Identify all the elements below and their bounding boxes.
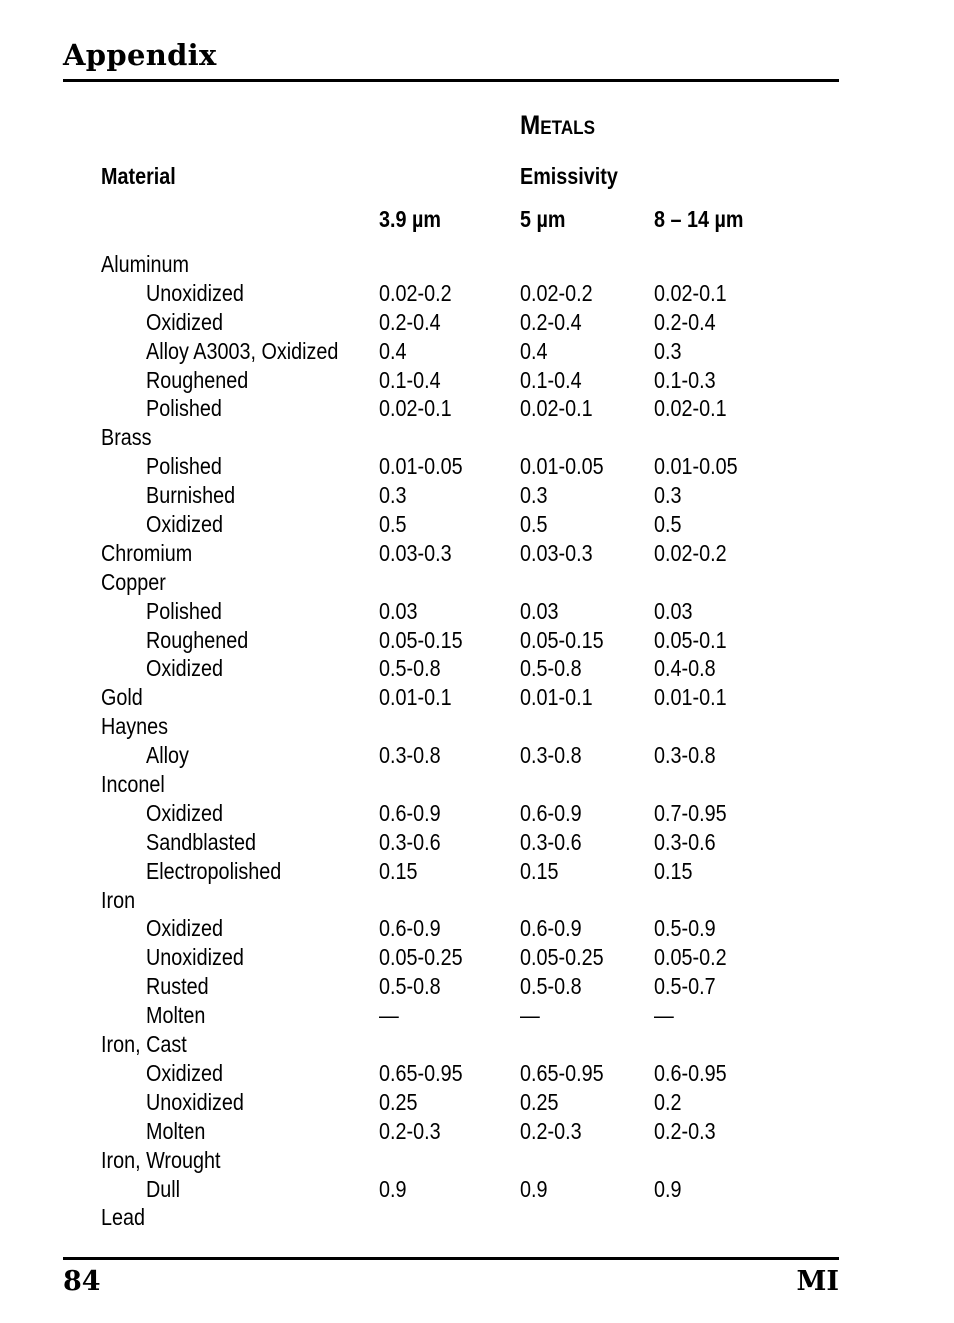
material-subtype: Alloy	[146, 742, 189, 769]
emissivity-8-14um: 0.15	[654, 857, 693, 884]
emissivity-3-9um: 0.5-0.8	[379, 973, 441, 1000]
footer-code: MI	[796, 1266, 839, 1297]
emissivity-5um: 0.01-0.1	[520, 684, 593, 711]
material-subtype: Oxidized	[146, 915, 223, 942]
material-subtype: Roughened	[146, 366, 249, 393]
material-subtype: Sandblasted	[146, 828, 256, 855]
material-name: Gold	[101, 684, 143, 711]
emissivity-3-9um: 0.3	[379, 482, 407, 509]
emissivity-5um: 0.25	[520, 1088, 559, 1115]
emissivity-8-14um: 0.05-0.1	[654, 626, 727, 653]
emissivity-5um: 0.3-0.6	[520, 828, 582, 855]
wavelength-header-8-14: 8 – 14 µm	[654, 206, 744, 232]
emissivity-8-14um: 0.01-0.05	[654, 453, 738, 480]
emissivity-3-9um: 0.02-0.2	[379, 279, 452, 306]
emissivity-8-14um: 0.1-0.3	[654, 366, 716, 393]
emissivity-3-9um: 0.15	[379, 857, 418, 884]
material-subtype: Oxidized	[146, 655, 223, 682]
wavelength-header-5: 5 µm	[520, 206, 566, 232]
material-subtype: Oxidized	[146, 511, 223, 538]
emissivity-8-14um: 0.6-0.95	[654, 1059, 727, 1086]
table-row	[0, 943, 954, 972]
emissivity-8-14um: 0.3-0.8	[654, 742, 716, 769]
emissivity-3-9um: 0.6-0.9	[379, 799, 441, 826]
table-row	[0, 279, 954, 308]
emissivity-3-9um: 0.2-0.3	[379, 1117, 441, 1144]
table-row	[0, 1001, 954, 1030]
emissivity-5um: 0.65-0.95	[520, 1059, 604, 1086]
emissivity-5um: 0.5-0.8	[520, 655, 582, 682]
emissivity-3-9um: 0.03	[379, 597, 418, 624]
emissivity-8-14um: 0.5-0.7	[654, 973, 716, 1000]
material-subtype: Oxidized	[146, 1059, 223, 1086]
table-row	[0, 510, 954, 539]
material-name: Brass	[101, 424, 152, 451]
emissivity-5um: 0.2-0.3	[520, 1117, 582, 1144]
emissivity-5um: 0.5-0.8	[520, 973, 582, 1000]
emissivity-8-14um: 0.05-0.2	[654, 944, 727, 971]
material-name: Chromium	[101, 539, 193, 566]
header-rule	[63, 79, 839, 82]
material-name: Aluminum	[101, 251, 189, 277]
material-name: Iron	[101, 886, 136, 913]
emissivity-8-14um: 0.3-0.6	[654, 828, 716, 855]
emissivity-column-header: Emissivity	[520, 163, 618, 189]
emissivity-5um: 0.3	[520, 482, 548, 509]
emissivity-3-9um: 0.4	[379, 337, 407, 364]
material-subtype: Unoxidized	[146, 1088, 244, 1115]
material-subtype: Polished	[146, 597, 222, 624]
material-name: Haynes	[101, 713, 169, 740]
table-row	[0, 597, 954, 626]
material-subtype: Dull	[146, 1175, 181, 1202]
material-subtype: Burnished	[146, 482, 236, 509]
material-name: Copper	[101, 568, 166, 595]
emissivity-5um: 0.02-0.2	[520, 279, 593, 306]
emissivity-8-14um: 0.7-0.95	[654, 799, 727, 826]
material-subtype: Polished	[146, 395, 222, 422]
emissivity-3-9um: 0.03-0.3	[379, 539, 452, 566]
material-name: Inconel	[101, 771, 165, 798]
table-row	[0, 481, 954, 510]
emissivity-8-14um: 0.02-0.2	[654, 539, 727, 566]
emissivity-3-9um: 0.1-0.4	[379, 366, 441, 393]
section-title: Metals	[520, 110, 596, 140]
emissivity-5um: 0.05-0.25	[520, 944, 604, 971]
emissivity-8-14um: 0.02-0.1	[654, 395, 727, 422]
table-row	[0, 423, 954, 452]
emissivity-5um: 0.01-0.05	[520, 453, 604, 480]
emissivity-8-14um: 0.2-0.4	[654, 308, 716, 335]
table-row	[0, 914, 954, 943]
table-row	[0, 886, 954, 915]
table-row	[0, 654, 954, 683]
table-row	[0, 828, 954, 857]
table-row	[0, 250, 954, 279]
emissivity-3-9um: —	[379, 1002, 399, 1029]
page-number: 84	[63, 1266, 101, 1297]
emissivity-3-9um: 0.05-0.25	[379, 944, 463, 971]
emissivity-3-9um: 0.01-0.1	[379, 684, 452, 711]
table-row	[0, 972, 954, 1001]
page-header-title: Appendix	[63, 38, 217, 72]
table-row	[0, 452, 954, 481]
table-row	[0, 1203, 954, 1232]
emissivity-5um: 0.6-0.9	[520, 915, 582, 942]
material-subtype: Rusted	[146, 973, 209, 1000]
emissivity-8-14um: 0.3	[654, 482, 682, 509]
emissivity-5um: 0.4	[520, 337, 548, 364]
emissivity-5um: 0.15	[520, 857, 559, 884]
table-row	[0, 1117, 954, 1146]
emissivity-5um: 0.02-0.1	[520, 395, 593, 422]
material-subtype: Alloy A3003, Oxidized	[146, 337, 339, 364]
emissivity-3-9um: 0.2-0.4	[379, 308, 441, 335]
table-row	[0, 712, 954, 741]
emissivity-3-9um: 0.5	[379, 511, 407, 538]
emissivity-8-14um: 0.5-0.9	[654, 915, 716, 942]
emissivity-3-9um: 0.5-0.8	[379, 655, 441, 682]
table-row	[0, 1059, 954, 1088]
table-row	[0, 568, 954, 597]
emissivity-5um: 0.3-0.8	[520, 742, 582, 769]
table-row	[0, 857, 954, 886]
emissivity-3-9um: 0.25	[379, 1088, 418, 1115]
emissivity-8-14um: 0.02-0.1	[654, 279, 727, 306]
emissivity-5um: 0.03	[520, 597, 559, 624]
emissivity-3-9um: 0.3-0.6	[379, 828, 441, 855]
emissivity-8-14um: 0.2	[654, 1088, 682, 1115]
material-name: Iron, Cast	[101, 1031, 187, 1058]
material-subtype: Unoxidized	[146, 944, 244, 971]
material-subtype: Roughened	[146, 626, 249, 653]
table-row	[0, 770, 954, 799]
emissivity-8-14um: —	[654, 1002, 674, 1029]
table-row	[0, 741, 954, 770]
emissivity-5um: 0.5	[520, 511, 548, 538]
table-row	[0, 337, 954, 366]
emissivity-8-14um: 0.4-0.8	[654, 655, 716, 682]
table-row	[0, 1146, 954, 1175]
table-row	[0, 308, 954, 337]
wavelength-header-3-9: 3.9 µm	[379, 206, 441, 232]
emissivity-3-9um: 0.65-0.95	[379, 1059, 463, 1086]
table-row	[0, 394, 954, 423]
footer-rule	[63, 1257, 839, 1260]
emissivity-3-9um: 0.9	[379, 1175, 407, 1202]
table-row	[0, 626, 954, 655]
material-subtype: Oxidized	[146, 308, 223, 335]
emissivity-3-9um: 0.02-0.1	[379, 395, 452, 422]
table-row	[0, 1030, 954, 1059]
emissivity-8-14um: 0.01-0.1	[654, 684, 727, 711]
material-name: Lead	[101, 1204, 146, 1231]
emissivity-5um: 0.6-0.9	[520, 799, 582, 826]
emissivity-5um: —	[520, 1002, 540, 1029]
material-column-header: Material	[101, 163, 176, 189]
material-subtype: Molten	[146, 1002, 206, 1029]
table-row	[0, 1088, 954, 1117]
table-row	[0, 799, 954, 828]
emissivity-3-9um: 0.6-0.9	[379, 915, 441, 942]
emissivity-5um: 0.9	[520, 1175, 548, 1202]
emissivity-8-14um: 0.9	[654, 1175, 682, 1202]
emissivity-8-14um: 0.5	[654, 511, 682, 538]
material-name: Iron, Wrought	[101, 1146, 221, 1173]
emissivity-table	[0, 250, 954, 1232]
material-subtype: Molten	[146, 1117, 206, 1144]
emissivity-5um: 0.05-0.15	[520, 626, 604, 653]
material-subtype: Polished	[146, 453, 222, 480]
material-subtype: Oxidized	[146, 799, 223, 826]
emissivity-5um: 0.03-0.3	[520, 539, 593, 566]
emissivity-8-14um: 0.03	[654, 597, 693, 624]
emissivity-3-9um: 0.01-0.05	[379, 453, 463, 480]
emissivity-3-9um: 0.3-0.8	[379, 742, 441, 769]
emissivity-5um: 0.2-0.4	[520, 308, 582, 335]
table-row	[0, 1175, 954, 1204]
material-subtype: Unoxidized	[146, 279, 244, 306]
table-row	[0, 366, 954, 395]
emissivity-8-14um: 0.3	[654, 337, 682, 364]
emissivity-3-9um: 0.05-0.15	[379, 626, 463, 653]
emissivity-8-14um: 0.2-0.3	[654, 1117, 716, 1144]
table-row	[0, 683, 954, 712]
emissivity-5um: 0.1-0.4	[520, 366, 582, 393]
table-row	[0, 539, 954, 568]
material-subtype: Electropolished	[146, 857, 282, 884]
